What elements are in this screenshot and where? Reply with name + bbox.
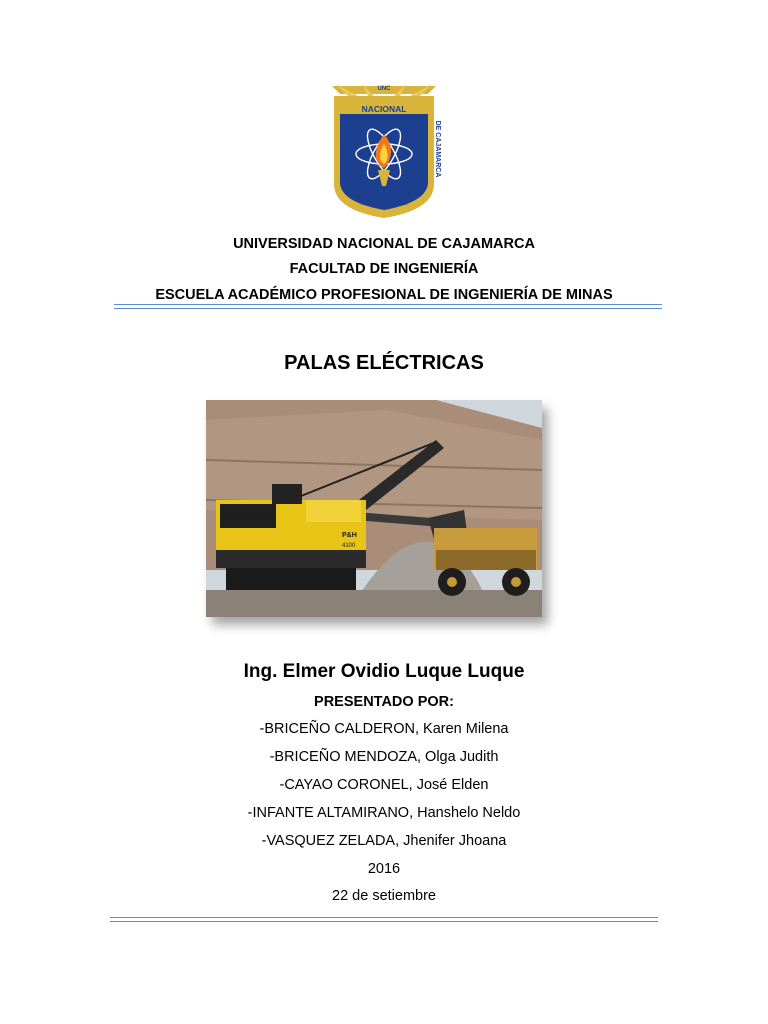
university-crest [332,84,441,220]
member-3: -CAYAO CORONEL, José Elden [279,777,489,793]
electric-shovel-photo [206,400,542,617]
presented-by-label: PRESENTADO POR: [314,694,454,710]
year: 2016 [367,861,401,877]
faculty-name: FACULTAD DE INGENIERÍA [289,261,479,277]
date: 22 de setiembre [332,888,436,904]
member-1: -BRICEÑO CALDERON, Karen Milena [259,721,509,737]
shovel-label: P&H [342,532,357,539]
member-4: -INFANTE ALTAMIRANO, Hanshelo Neldo [247,805,521,821]
school-name: ESCUELA ACADÉMICO PROFESIONAL DE INGENIERÍA DE MINAS [155,287,613,303]
crest-band-text: NACIONAL [361,104,407,114]
shovel-model: 4100 [342,543,356,549]
crest-right-text: DE CAJAMARCA [434,120,441,178]
footer-rule-top [110,917,658,918]
member-2: -BRICEÑO MENDOZA, Olga Judith [269,749,499,765]
header-rule-bottom [114,308,662,309]
header-rule-top [114,304,662,305]
crest-left-text: UNIVERSIDAD [343,126,350,176]
crest-motto: Norte de la Universidad Peruana [360,202,408,206]
university-name: UNIVERSIDAD NACIONAL DE CAJAMARCA [233,236,535,252]
crest-top-text: UNC [377,86,391,92]
advisor-name: Ing. Elmer Ovidio Luque Luque [243,661,525,682]
member-5: -VASQUEZ ZELADA, Jhenifer Jhoana [261,833,507,849]
footer-rule-bottom [110,921,658,922]
document-title: PALAS ELÉCTRICAS [284,352,484,374]
